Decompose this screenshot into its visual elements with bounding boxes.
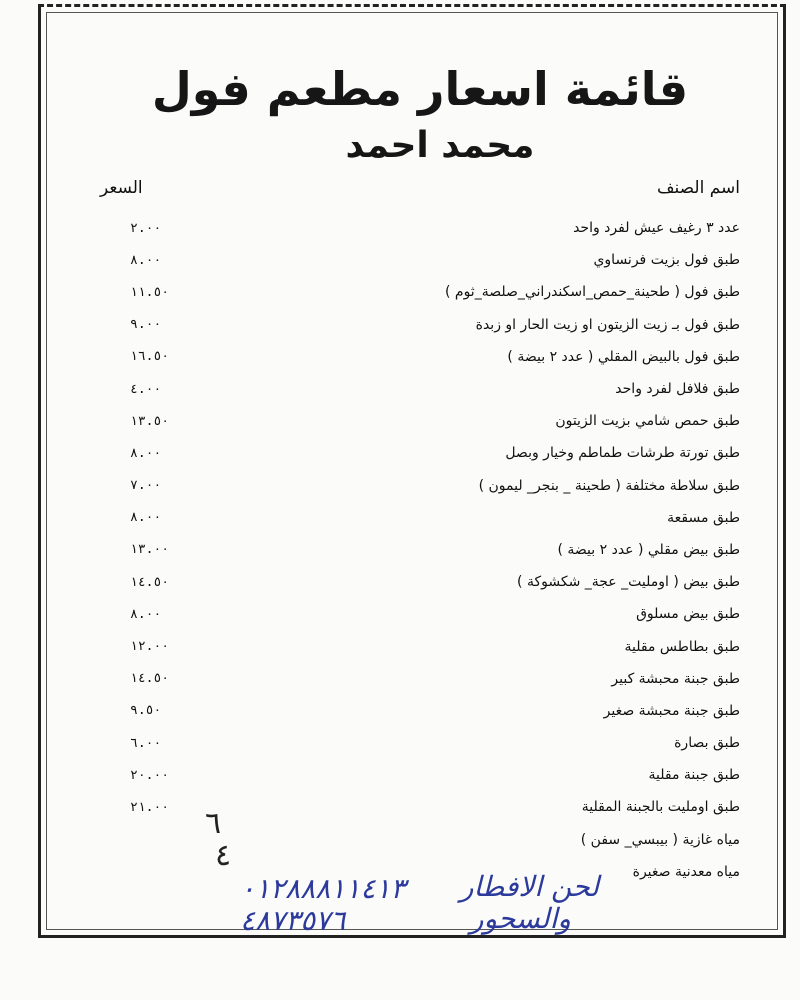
menu-item-name: طبق جبنة محبشة كبير <box>611 670 740 687</box>
menu-item-row <box>130 791 740 823</box>
menu-item-name: طبق فول ( طحينة_حمص_اسكندراني_صلصة_ثوم ) <box>444 284 740 301</box>
menu-item-price: ١٤.٥٠ <box>130 574 170 590</box>
menu-item-name: طبق مسقعة <box>667 509 740 526</box>
menu-item-name: طبق بيض ( اومليت_ عجة_ شكشوكة ) <box>517 574 740 591</box>
menu-item-row <box>130 663 740 695</box>
menu-item-name: طبق بصارة <box>674 735 740 752</box>
menu-item-row <box>130 566 740 598</box>
menu-item-price: ١١.٥٠ <box>130 284 170 300</box>
menu-item-price: ٢٠.٠٠ <box>130 767 170 783</box>
menu-item-price: ١٣.٠٠ <box>130 542 170 558</box>
menu-item-name: طبق فول بـ زيت الزيتون او زيت الحار او زبدة <box>475 316 740 333</box>
menu-item-row <box>130 630 740 662</box>
menu-item-name: طبق فلافل لفرد واحد <box>615 381 740 398</box>
menu-item-price: ٨.٠٠ <box>130 252 162 268</box>
menu-item-name: طبق بيض مسلوق <box>636 606 740 623</box>
menu-item-name: طبق تورتة طرشات طماطم وخيار وبصل <box>505 445 740 462</box>
menu-item-price: ٦.٠٠ <box>130 735 162 751</box>
menu-item-price: ٨.٠٠ <box>130 445 162 461</box>
menu-item-row <box>130 341 740 373</box>
menu-item-price: ٨.٠٠ <box>130 606 162 622</box>
restaurant-owner-name: محمد احمد <box>345 125 535 166</box>
menu-item-price: ١٣.٥٠ <box>130 413 170 429</box>
menu-item-price: ٨.٠٠ <box>130 510 162 526</box>
handwritten-note-1: لحن الافطار <box>460 870 599 903</box>
menu-item-price: ٢١.٠٠ <box>130 799 170 815</box>
menu-item-row <box>130 502 740 534</box>
menu-item-row <box>130 695 740 727</box>
menu-item-price: ٧.٠٠ <box>130 478 162 494</box>
column-headers <box>100 178 740 198</box>
menu-item-row <box>130 405 740 437</box>
menu-item-name: مياه غازية ( بيبسي_ سفن ) <box>580 831 740 848</box>
menu-item-row <box>130 437 740 469</box>
menu-item-price: ١٢.٠٠ <box>130 639 170 655</box>
handwritten-price-water: ٤ <box>215 838 232 873</box>
menu-item-row <box>130 598 740 630</box>
menu-title: قائمة اسعار مطعم فول <box>151 62 689 116</box>
menu-item-row <box>130 759 740 791</box>
menu-item-row <box>130 470 740 502</box>
menu-item-price: ١٦.٥٠ <box>130 349 170 365</box>
menu-item-name: طبق سلاطة مختلفة ( طحينة _ بنجر_ ليمون ) <box>478 477 740 494</box>
menu-item-row <box>130 534 740 566</box>
menu-item-row <box>130 373 740 405</box>
menu-item-row <box>130 212 740 244</box>
menu-item-name: طبق بطاطس مقلية <box>624 638 740 655</box>
menu-item-price: ٤.٠٠ <box>130 381 162 397</box>
menu-item-price: ٩.٥٠ <box>130 703 162 719</box>
menu-item-name: طبق جبنة مقلية <box>648 767 740 784</box>
menu-item-name: عدد ٣ رغيف عيش لفرد واحد <box>573 220 740 237</box>
menu-item-name: طبق حمص شامي بزيت الزيتون <box>555 413 740 430</box>
menu-item-row <box>130 276 740 308</box>
price-header: السعر <box>100 178 143 198</box>
menu-item-row <box>130 244 740 276</box>
handwritten-phone-2: ٤٨٧٣٥٧٦ <box>240 904 346 937</box>
menu-item-price: ٢.٠٠ <box>130 220 162 236</box>
menu-item-price: ١٤.٥٠ <box>130 671 170 687</box>
item-name-header: اسم الصنف <box>656 178 740 198</box>
menu-item-name: طبق جبنة محبشة صغير <box>603 702 740 719</box>
handwritten-note-2: والسحور <box>470 902 571 935</box>
menu-item-price: ٩.٠٠ <box>130 317 162 333</box>
menu-item-name: طبق فول بزيت فرنساوي <box>593 252 740 269</box>
items-list <box>130 212 740 888</box>
menu-item-name: طبق اومليت بالجبنة المقلية <box>581 799 740 816</box>
handwritten-price-soda: ٦ <box>205 806 222 841</box>
menu-item-name: مياه معدنية صغيرة <box>632 863 740 880</box>
price-list <box>60 40 770 920</box>
menu-item-row <box>130 309 740 341</box>
menu-item-row <box>130 727 740 759</box>
menu-item-name: طبق بيض مقلي ( عدد ٢ بيضة ) <box>557 541 740 558</box>
menu-item-name: طبق فول بالبيض المقلي ( عدد ٢ بيضة ) <box>507 348 740 365</box>
handwritten-phone-1: ٠١٢٨٨٨١١٤١٣ <box>240 872 406 905</box>
